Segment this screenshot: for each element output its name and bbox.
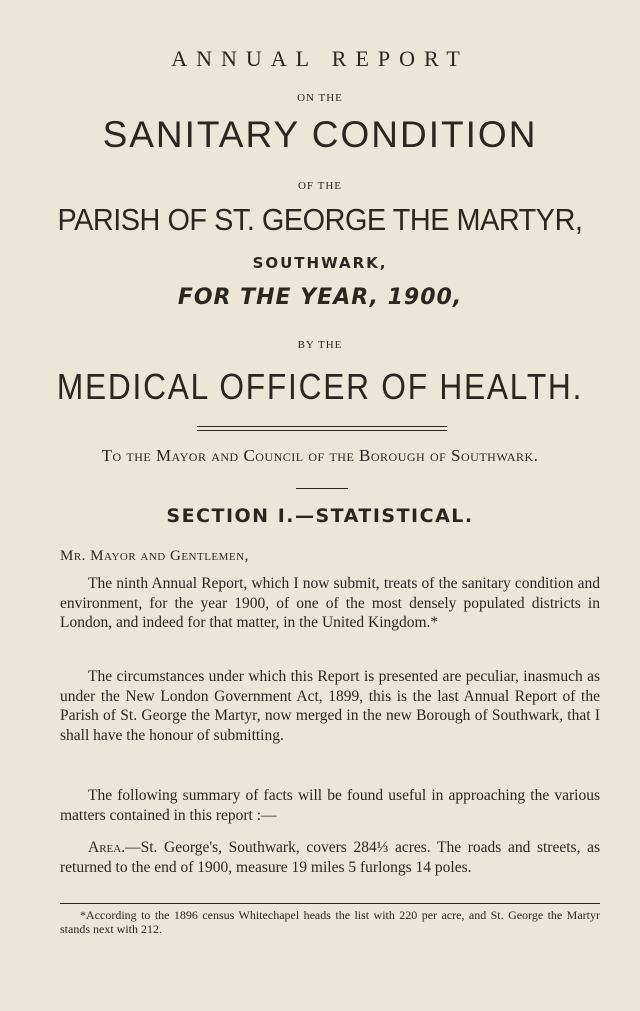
title-southwark: SOUTHWARK, <box>252 254 388 272</box>
double-rule-divider <box>197 426 447 431</box>
section-heading: SECTION I.—STATISTICAL. <box>166 505 474 527</box>
title-sanitary-condition: SANITARY CONDITION <box>102 114 538 155</box>
area-text: —St. George's, Southwark, covers 284⅓ acres. The roads and streets, as returned to the end of 1900, measure 19 miles 5 furlongs 14 poles. <box>60 839 600 876</box>
title-parish-name: PARISH OF ST. GEORGE THE MARTYR, <box>57 202 583 237</box>
address-line: To the Mayor and Council of the Borough of Southwark. <box>101 446 539 465</box>
title-on-the: ON THE <box>297 92 343 104</box>
paragraph-circumstances: The circumstances under which this Report is presented are peculiar, inasmuch as under the New London Government Act, 1899, this is the last Annual Report of the Parish of St. George the Martyr, now merged in the new Borough of Southwark, that I shall have the honour of submitting. <box>60 668 600 744</box>
title-medical-officer: MEDICAL OFFICER OF HEALTH. <box>56 366 584 407</box>
title-of-the: OF THE <box>298 180 342 192</box>
footnote-rule <box>60 903 600 904</box>
paragraph-summary: The following summary of facts will be found useful in approaching the various matters contained in this report :— <box>60 787 600 824</box>
short-rule-divider <box>296 488 348 489</box>
title-by-the: BY THE <box>297 339 343 351</box>
report-title-annual-report: ANNUAL REPORT <box>171 46 469 71</box>
paragraph-area <box>60 838 600 877</box>
area-lead: Area. <box>88 839 126 856</box>
title-year: FOR THE YEAR, 1900, <box>177 285 463 310</box>
salutation: Mr. Mayor and Gentlemen, <box>60 548 249 564</box>
paragraph-ninth-report: The ninth Annual Report, which I now submit, treats of the sanitary condition and environment, for the year 1900, of one of the most densely populated districts in London, and indeed for that matter, in the United Kingdom.* <box>60 575 600 631</box>
footnote: *According to the 1896 census Whitechapel heads the list with 220 per acre, and St. George the Martyr stands next with 212. <box>60 908 600 936</box>
